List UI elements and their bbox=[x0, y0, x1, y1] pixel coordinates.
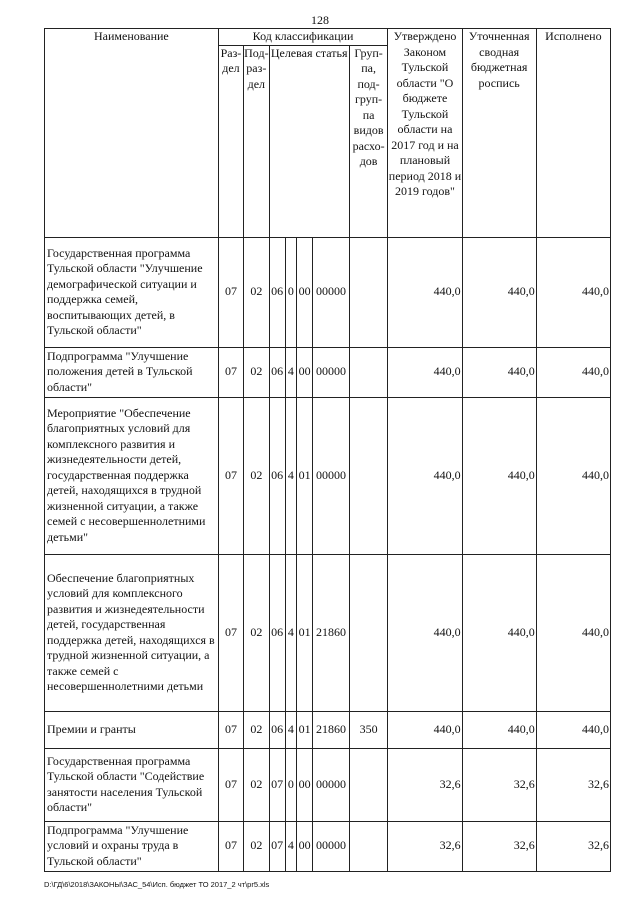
row-approved: 32,6 bbox=[388, 748, 462, 821]
row-cs-subprogram: 4 bbox=[285, 711, 296, 748]
header-classification: Код классификации bbox=[218, 29, 388, 46]
row-section: 07 bbox=[218, 347, 243, 397]
row-approved: 440,0 bbox=[388, 397, 462, 554]
table-row bbox=[45, 347, 611, 397]
row-section: 07 bbox=[218, 748, 243, 821]
row-approved: 440,0 bbox=[388, 347, 462, 397]
row-cs-program: 07 bbox=[269, 748, 285, 821]
file-path-footer: D:\ГД\6\2018\ЗАКОНЫ\ЗАС_54\Исп. бюджет ТО 2017_2 чт\pr5.xls bbox=[44, 880, 270, 889]
row-refined: 440,0 bbox=[462, 711, 536, 748]
row-expense-group bbox=[349, 237, 388, 347]
table-row bbox=[45, 554, 611, 711]
row-name: Государственная программа Тульской области "Улучшение демографической ситуации и поддержка семей, воспитывающих детей, в Тульской области" bbox=[45, 237, 219, 347]
row-approved: 32,6 bbox=[388, 821, 462, 871]
row-refined: 32,6 bbox=[462, 748, 536, 821]
row-cs-direction: 00000 bbox=[313, 748, 350, 821]
header-executed: Исполнено bbox=[536, 29, 610, 238]
row-name: Мероприятие "Обеспечение благоприятных условий для комплексного развития и жизнедеятельности детей, государственная поддержка детей, находящихся в трудной жизненной ситуации, а также семей с несовершеннолетними детьми" bbox=[45, 397, 219, 554]
header-approved: Утверждено Законом Тульской области "О бюджете Тульской области на 2017 год и на плановый период 2018 и 2019 годов" bbox=[388, 29, 462, 238]
row-cs-direction: 21860 bbox=[313, 711, 350, 748]
row-executed: 440,0 bbox=[536, 554, 610, 711]
row-expense-group bbox=[349, 347, 388, 397]
header-name: Наименование bbox=[45, 29, 219, 238]
row-cs-measure: 00 bbox=[296, 748, 312, 821]
row-section: 07 bbox=[218, 821, 243, 871]
row-subsection: 02 bbox=[244, 711, 269, 748]
row-executed: 440,0 bbox=[536, 347, 610, 397]
row-expense-group bbox=[349, 821, 388, 871]
row-cs-subprogram: 0 bbox=[285, 237, 296, 347]
row-cs-measure: 01 bbox=[296, 711, 312, 748]
row-subsection: 02 bbox=[244, 554, 269, 711]
row-executed: 440,0 bbox=[536, 397, 610, 554]
row-approved: 440,0 bbox=[388, 554, 462, 711]
row-approved: 440,0 bbox=[388, 711, 462, 748]
row-cs-program: 06 bbox=[269, 347, 285, 397]
header-refined: Уточненная сводная бюджетная роспись bbox=[462, 29, 536, 238]
row-cs-program: 06 bbox=[269, 554, 285, 711]
row-cs-measure: 01 bbox=[296, 397, 312, 554]
row-executed: 32,6 bbox=[536, 748, 610, 821]
table-row bbox=[45, 711, 611, 748]
row-cs-program: 06 bbox=[269, 711, 285, 748]
row-subsection: 02 bbox=[244, 347, 269, 397]
row-refined: 440,0 bbox=[462, 397, 536, 554]
row-refined: 440,0 bbox=[462, 347, 536, 397]
row-section: 07 bbox=[218, 237, 243, 347]
table-row bbox=[45, 237, 611, 347]
row-cs-program: 06 bbox=[269, 237, 285, 347]
row-cs-measure: 00 bbox=[296, 237, 312, 347]
row-cs-direction: 00000 bbox=[313, 237, 350, 347]
row-executed: 440,0 bbox=[536, 237, 610, 347]
row-name: Подпрограмма "Улучшение положения детей в Тульской области" bbox=[45, 347, 219, 397]
row-cs-measure: 00 bbox=[296, 347, 312, 397]
row-cs-subprogram: 4 bbox=[285, 397, 296, 554]
row-refined: 440,0 bbox=[462, 554, 536, 711]
row-subsection: 02 bbox=[244, 821, 269, 871]
row-section: 07 bbox=[218, 711, 243, 748]
row-expense-group bbox=[349, 397, 388, 554]
table-row bbox=[45, 397, 611, 554]
row-name: Подпрограмма "Улучшение условий и охраны труда в Тульской области" bbox=[45, 821, 219, 871]
row-cs-direction: 00000 bbox=[313, 347, 350, 397]
row-cs-subprogram: 0 bbox=[285, 748, 296, 821]
row-cs-measure: 00 bbox=[296, 821, 312, 871]
row-name: Государственная программа Тульской области "Содействие занятости населения Тульской области" bbox=[45, 748, 219, 821]
row-executed: 440,0 bbox=[536, 711, 610, 748]
row-expense-group bbox=[349, 554, 388, 711]
header-subsection: Под-раз-дел bbox=[244, 45, 269, 237]
row-section: 07 bbox=[218, 397, 243, 554]
row-refined: 440,0 bbox=[462, 237, 536, 347]
row-cs-program: 07 bbox=[269, 821, 285, 871]
header-target-article: Целевая статья bbox=[269, 45, 349, 237]
row-name: Обеспечение благоприятных условий для комплексного развития и жизнедеятельности детей, государственная поддержка детей, находящихся в трудной жизненной ситуации, а также семей с несовершеннолетними детьми bbox=[45, 554, 219, 711]
row-refined: 32,6 bbox=[462, 821, 536, 871]
row-cs-direction: 00000 bbox=[313, 821, 350, 871]
row-name: Премии и гранты bbox=[45, 711, 219, 748]
header-section: Раз-дел bbox=[218, 45, 243, 237]
table-row bbox=[45, 748, 611, 821]
row-cs-measure: 01 bbox=[296, 554, 312, 711]
row-cs-program: 06 bbox=[269, 397, 285, 554]
row-executed: 32,6 bbox=[536, 821, 610, 871]
budget-table bbox=[44, 28, 611, 872]
row-cs-subprogram: 4 bbox=[285, 821, 296, 871]
table-row bbox=[45, 821, 611, 871]
row-approved: 440,0 bbox=[388, 237, 462, 347]
row-cs-subprogram: 4 bbox=[285, 554, 296, 711]
row-subsection: 02 bbox=[244, 748, 269, 821]
header-expense-group: Груп-па, под-груп-па видов расхо-дов bbox=[349, 45, 388, 237]
row-cs-direction: 00000 bbox=[313, 397, 350, 554]
row-section: 07 bbox=[218, 554, 243, 711]
page-number: 128 bbox=[311, 13, 329, 27]
row-subsection: 02 bbox=[244, 397, 269, 554]
row-expense-group: 350 bbox=[349, 711, 388, 748]
row-subsection: 02 bbox=[244, 237, 269, 347]
row-cs-subprogram: 4 bbox=[285, 347, 296, 397]
row-expense-group bbox=[349, 748, 388, 821]
row-cs-direction: 21860 bbox=[313, 554, 350, 711]
